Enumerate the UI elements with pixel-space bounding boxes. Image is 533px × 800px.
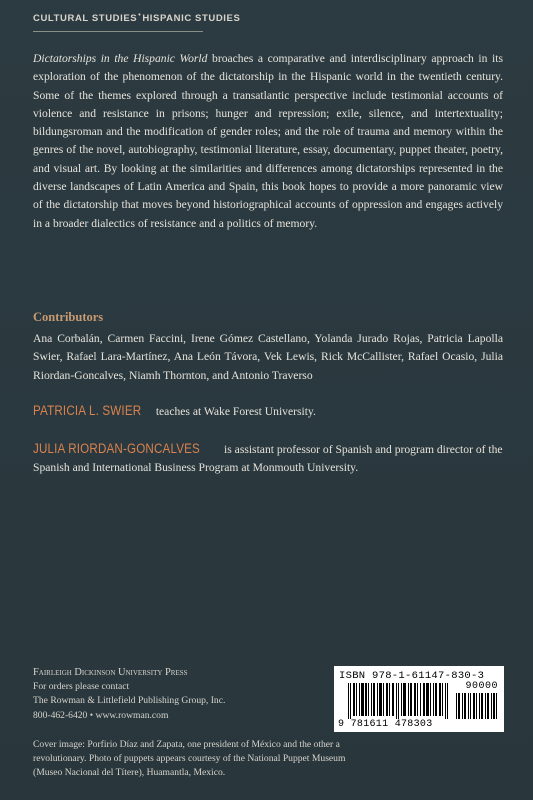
ean-bars xyxy=(348,683,450,719)
isbn-text: ISBN 978-1-61147-830-3 xyxy=(339,670,485,682)
editor-bio-2 xyxy=(33,440,503,478)
description-text: broaches a comparative and interdisciplinary approach in its exploration of the phenomenon of the dictatorship in the Hispanic world in the twentieth century. Some of the themes explored through a transatlantic perspective include testimonial accounts of violence and resistance in prisons; hunger and repression; exile, silence, and intertextuality; bildungsroman and the modification of gender roles; and the role of trauma and memory within the genres of the novel, autobiography, testimonial literature, essay, documentary, puppet theater, poetry, and visual art. By looking at the similarities and differences among dictatorships represented in the diverse landscapes of Latin America and Spain, this book hopes to provide a more panoramic view of the dictatorship that moves beyond historiographical accounts of oppression and engages actively in a broader dialectics of resistance and a politics of memory. xyxy=(33,52,503,230)
editor-text-2: is assistant professor of Spanish and program director of the Spanish and International Business Program at Monmouth University. xyxy=(33,443,503,475)
category-separator: • xyxy=(138,12,142,19)
barcode xyxy=(334,666,504,732)
header-rule xyxy=(33,31,203,32)
distributor-line: The Rowman & Littlefield Publishing Group, Inc. xyxy=(33,695,226,707)
book-description xyxy=(33,50,503,233)
editor-name-2: JULIA RIORDAN-GONCALVES xyxy=(33,441,200,456)
cover-credit: Cover image: Porfirio Díaz and Zapata, one president of México and the other a revolutionary. Photo of puppets appears courtesy of the National Puppet Museum (Museo Nacional del Títere), Huamantla, Mexico. xyxy=(33,739,346,779)
editor-text-1: teaches at Wake Forest University. xyxy=(152,405,316,418)
ean-digits: 9 781611 478303 xyxy=(338,719,433,730)
book-title: Dictatorships in the Hispanic World xyxy=(33,52,208,65)
publisher-info xyxy=(33,666,323,723)
editor-bio-1 xyxy=(33,402,503,421)
contributors-heading: Contributors xyxy=(33,310,104,324)
category-label: CULTURAL STUDIES•HISPANIC STUDIES xyxy=(33,12,241,25)
editor-name-1: PATRICIA L. SWIER xyxy=(33,403,142,418)
contact-line: 800-462-6420 • www.rowman.com xyxy=(33,709,169,721)
addon-bars xyxy=(456,693,498,719)
press-name: Fairleigh Dickinson University Press xyxy=(33,667,188,678)
orders-line: For orders please contact xyxy=(33,681,130,693)
contributors-list: Ana Corbalán, Carmen Faccini, Irene Gómez Castellano, Yolanda Jurado Rojas, Patricia Lapolla Swier, Rafael Lara-Martínez, Ana León Távora, Vek Lewis, Rick McCallister, Rafael Ocasio, Julia Riordan-Goncalves, Niamh Thornton, and Antonio Traverso xyxy=(33,332,503,382)
price-code: 90000 xyxy=(465,681,498,692)
